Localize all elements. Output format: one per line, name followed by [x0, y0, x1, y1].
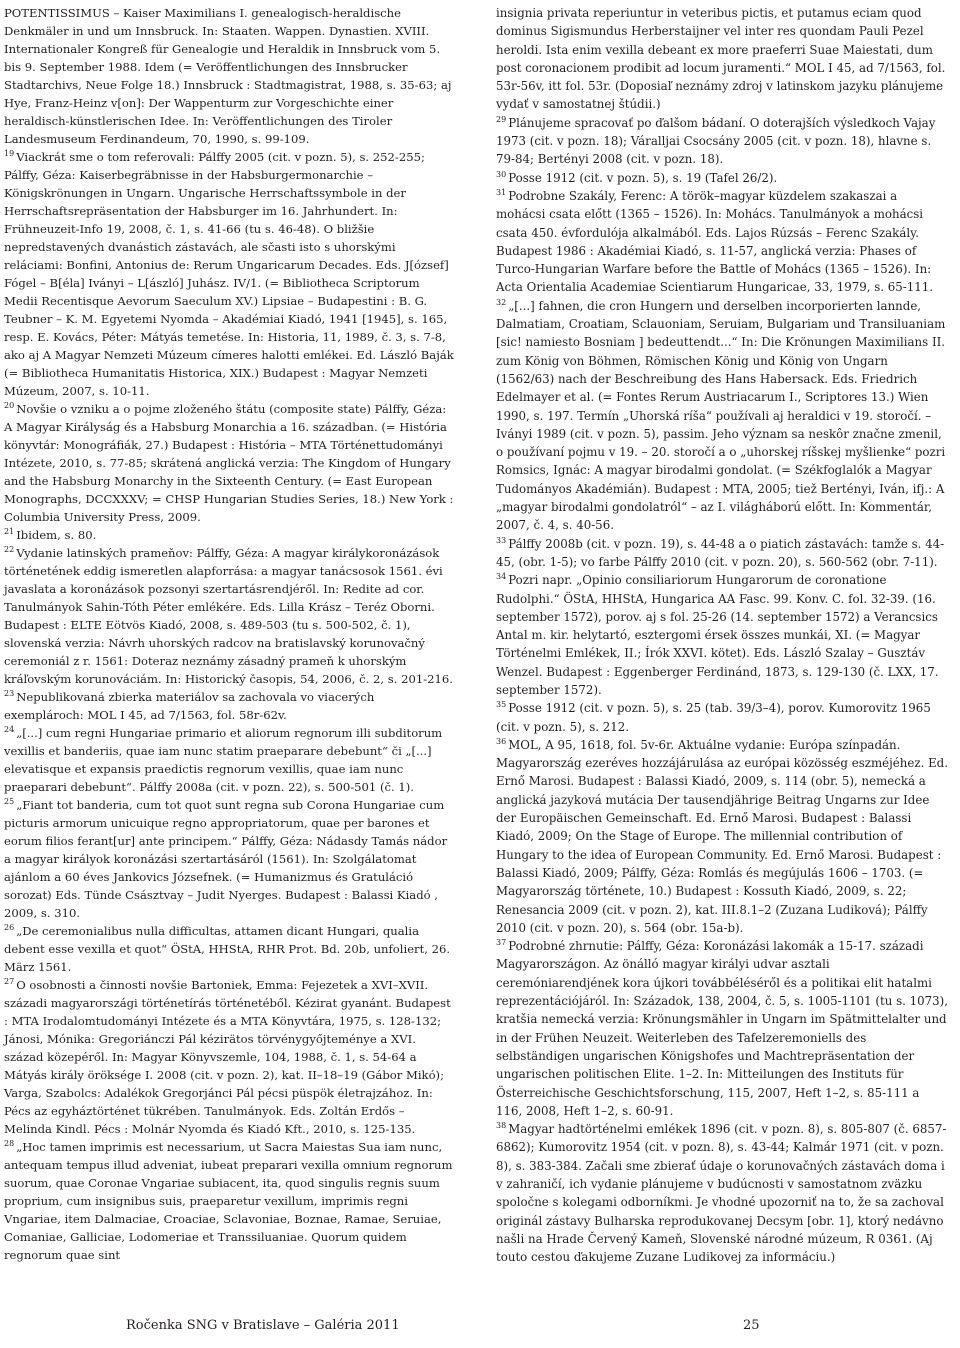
footnote-continuation [496, 4, 948, 114]
footnote-19 [4, 148, 456, 400]
footnote-36 [496, 736, 948, 937]
footnote-34 [496, 571, 948, 699]
footnote-text: Posse 1912 (cit. v pozn. 5), s. 25 (tab. 39/3–4), porov. Kumorovitz 1965 (cit. v pozn. 5), s. 212. [496, 701, 931, 734]
footnote-29 [496, 114, 948, 169]
footnote-text: Pozri napr. „Opinio consiliariorum Hungarorum de coronatione Rudolphi.“ ÖStA, HHStA, Hungarica AA Fasc. 99. Konv. C. fol. 32-39. (16. september 1572), porov. aj s fol. 25-26 (14. september 1572) a Verancsics Antal m. kir. helytartó, esztergomi érsek összes munkái, XI. (= Magyar Történelmi Emlékek, II.; Írók XXVI. kötet). Eds. László Szalay – Gusztáv Wenzel. Budapest : Eggenberger Ferdinánd, 1873, s. 129-130 (č. LXX, 17. september 1572). [496, 573, 939, 697]
footnote-27 [4, 976, 456, 1138]
footnote-text: Nepublikovaná zbierka materiálov sa zachovala vo viacerých exemplároch: MOL I 45, ad 7/1563, fol. 58r-62v. [4, 690, 375, 722]
footnote-text: Viackrát sme o tom referovali: Pálffy 2005 (cit. v pozn. 5), s. 252-255; Pálffy, Géza: Kaiserbegräbnisse in der Habsburgermonarchie – Königskrönungen in Ungarn. Ungarische Herrschaftssymbole in der Herrschaftsrepräsentation der Habsburger im 16. Jahrhundert. In: Frühneuzeit-Info 19, 2008, č. 1, s. 41-66 (tu s. 46-48). O bližšie nepredstavených dvanástich zástavách, ale sčasti isto s uhorskými reláciami: Bonfini, Antonius de: Rerum Ungaricarum Decades. Eds. J[ózsef] Fógel – B[éla] Iványi – L[ászló] Juhász. IV/1. (= Bibliotheca Scriptorum Medii Recentisque Aevorum Saeculum XV.) Lipsiae – Budapestini : B. G. Teubner – K. M. Egyetemi Nyomda – Akadémiai Kiadó, 1941 [1945], s. 165, resp. E. Kovács, Péter: Mátyás temetése. In: Historia, 11, 1989, č. 3, s. 7-8, ako aj A Magyar Nemzeti Múzeum címeres halotti emlékei. Ed. László Baják (= Bibliotheca Humanitatis Historica, XIX.) Budapest : Magyar Nemzeti Múzeum, 2007, s. 10-11. [4, 150, 454, 398]
footnote-text: Novšie o vzniku a o pojme zloženého štátu (composite state) Pálffy, Géza: A Magyar Királyság és a Habsburg Monarchia a 16. században. (= História könyvtár: Monográfiák, 27.) Budapest : História – MTA Történettudományi Intézete, 2010, s. 77-85; skrátená anglická verzia: The Kingdom of Hungary and the Habsburg Monarchy in the Sixteenth Century. (= East European Monographs, DCCXXXV; = CHSP Hungarian Studies Series, 18.) New York : Columbia University Press, 2009. [4, 402, 454, 524]
footnote-number: 31 [496, 188, 507, 198]
footnote-33 [496, 535, 948, 572]
footnote-text: Ibidem, s. 80. [16, 528, 97, 542]
page-number: 25 [743, 1318, 760, 1333]
footnote-22 [4, 544, 456, 688]
footnote-30 [496, 169, 948, 187]
footnote-text: „[...] cum regni Hungariae primario et aliorum regnorum illi subditorum vexillis et banderiis, quae iam nunc statim praeparare debebunt“ či „[...] elevatisque et expansis praedictis regnorum vexillis, quae iam nunc praeparari debebunt“. Pálffy 2008a (cit. v pozn. 22), s. 500-501 (č. 1). [4, 726, 443, 794]
footnote-number: 34 [496, 572, 507, 582]
footnote-38 [496, 1120, 948, 1266]
footnote-number: 26 [4, 923, 15, 933]
footnote-number: 33 [496, 535, 507, 545]
footnote-number: 30 [496, 169, 507, 179]
footnote-text: „De ceremonialibus nulla difficultas, attamen dicant Hungari, qualia debent esse vexilla et quot“ ÖStA, HHStA, RHR Prot. Bd. 20b, unfoliert, 26. März 1561. [4, 924, 451, 974]
footnote-number: 25 [4, 797, 15, 807]
footnote-text: Podrobne Szakály, Ferenc: A török–magyar küzdelem szakaszai a mohácsi csata előtt (1365 – 1526). In: Mohács. Tanulmányok a mohácsi csata 450. évfordulója alkalmából. Eds. Lajos Rúzsás – Ferenc Szakály. Budapest 1986 : Akadémiai Kiadó, s. 11-57, anglická verzia: Phases of Turco-Hungarian Warfare before the Battle of Mohács (1365 – 1526). In: Acta Orientalia Academiae Scientiarum Hungaricae, 33, 1979, s. 65-111. [496, 188, 934, 295]
footnote-text: POTENTISSIMUS – Kaiser Maximilians I. genealogisch-heraldische Denkmäler in und um Innsbruck. In: Staaten. Wappen. Dynastien. XVIII. Internationaler Kongreß für Genealogie und Heraldik in Innsbruck vom 5. bis 9. September 1988. Idem (= Veröffentlichungen des Innsbrucker Stadtarchivs, Neue Folge 18.) Innsbruck : Stadtmagistrat, 1988, s. 35-63; aj Hye, Franz-Heinz v[on]: Der Wappenturm zur Vorgeschichte einer heraldisch-künstlerischen Idee. In: Veröffentlichungen des Tiroler Landesmuseum Ferdinandeum, 70, 1990, s. 99-109. [4, 6, 452, 146]
footnote-21 [4, 526, 456, 544]
footnote-number: 36 [496, 736, 507, 746]
footnote-number: 38 [496, 1121, 507, 1131]
footnote-text: Magyar hadtörténelmi emlékek 1896 (cit. v pozn. 8), s. 805-807 (č. 6857-6862); Kumorovitz 1954 (cit. v pozn. 8), s. 43-44; Kalmár 1971 (cit. v pozn. 8), s. 383-384. Začali sme zbierať údaje o korunovačných zástavách doma i v zahraničí, ich vydanie plánujeme v budúcnosti v samostatnom zväzku spoločne s kolegami odborníkmi. Je vhodné upozorniť na to, že sa zachoval originál zástavy Bulharska reprodukovanej Decsym [obr. 1], ktorý nedávno našli na Hrade Červený Kameň, Slovenské národné múzeum, R 0361. (Aj touto cestou ďakujeme Zuzane Ludikovej za informáciu.) [496, 1122, 947, 1265]
footnote-number: 22 [4, 545, 15, 555]
footnote-number: 35 [496, 700, 507, 710]
footnote-text: „Fiant tot banderia, cum tot quot sunt regna sub Corona Hungariae cum picturis armorum unicuique regno appropriatorum, quae per barones et eorum filios ferant[ur] ante principem.“ Pálffy, Géza: Nádasdy Tamás nádor a magyar királyok koronázási szertartásáról (1561). In: Szolgálatomat ajánlom a 60 éves Jankovics Józsefnek. (= Humanizmus és Gratuláció sorozat) Eds. Tünde Császtvay – Judit Nyerges. Budapest : Balassi Kiadó , 2009, s. 310. [4, 798, 448, 920]
journal-footer: Ročenka SNG v Bratislave – Galéria 2011 [126, 1318, 400, 1333]
footnote-37 [496, 937, 948, 1120]
footnote-text: Vydanie latinských prameňov: Pálffy, Géza: A magyar királykoronázások történetének eddig ismeretlen alapforrása: a magyar tanácsosok 1561. évi javaslata a koronázások pozsonyi szertartásrendjéről. In: Redite ad cor. Tanulmányok Sahin-Tóth Péter emlékére. Eds. Lilla Krász – Teréz Oborni. Budapest : ELTE Eötvös Kiadó, 2008, s. 489-503 (tu s. 500-502, č. 1), slovenská verzia: Návrh uhorských radcov na bratislavský korunovačný ceremoniál z r. 1561: Doteraz neznámy zásadný prameň k uhorským kráľovským korunováciám. In: Historický časopis, 54, 2006, č. 2, s. 201-216. [4, 546, 453, 686]
footnote-text: O osobnosti a činnosti novšie Bartoniek, Emma: Fejezetek a XVI–XVII. századi magyarországi történetírás történetéből. Kézirat gyanánt. Budapest : MTA Irodalomtudományi Intézete és a MTA Könyvtára, 1975, s. 128-132; Jánosi, Mónika: Gregoriánczi Pál kézirätos törvénygyőjteménye a XVI. század közepéről. In: Magyar Könyvszemle, 104, 1988, č. 1, s. 54-64 a Mátyás király öröksége I. 2008 (cit. v pozn. 2), kat. II–18–19 (Gábor Mikó); Varga, Szabolcs: Adalékok Gregorjánci Pál pécsi püspök életrajzához. In: Pécs az egyháztörténet tükrében. Tanulmányok. Eds. Zoltán Erdős – Melinda Kindl. Pécs : Molnár Nyomda és Kiadó Kft., 2010, s. 125-135. [4, 978, 451, 1136]
footnote-23 [4, 688, 456, 724]
footnote-number: 29 [496, 114, 507, 124]
footnote-number: 20 [4, 401, 15, 411]
footnote-text: „Hoc tamen imprimis est necessarium, ut Sacra Maiestas Sua iam nunc, antequam tempus illud adveniat, iubeat preparari vexilla omnium regnorum suorum, quae Coronae Vngariae subiacent, ita, quod singulis regnis suum proprium, cum insignibus suis, praeparetur vexillum, imprimis regni Vngariae, item Dalmaciae, Croaciae, Sclavoniae, Boznae, Ramae, Seruiae, Comaniae, Galliciae, Lodomeriae et Transsiluaniae. Quorum quidem regnorum quae sint [4, 1140, 453, 1262]
footnote-26 [4, 922, 456, 976]
footnote-number: 27 [4, 977, 15, 987]
footnote-28 [4, 1138, 456, 1264]
footnote-25 [4, 796, 456, 922]
right-notes-column [496, 4, 948, 1266]
footnote-continuation [4, 4, 456, 148]
footnote-number: 28 [4, 1139, 15, 1149]
footnote-text: Podrobné zhrnutie: Pálffy, Géza: Koronázási lakomák a 15-17. századi Magyarországon. Az önálló magyar királyi udvar asztali ceremóniarendjének kora újkori továbbéléséről és a politikai elit hatalmi reprezentációjáról. In: Századok, 138, 2004, č. 5, s. 1005-1101 (tu s. 1073), kratšia nemecká verzia: Krönungsmähler in Ungarn im Spätmittelalter und in der Frühen Neuzeit. Weiterleben des Tafelzeremoniells des selbständigen ungarischen Königshofes und Machtrepräsentation der ungarischen politischen Elite. 1–2. In: Mitteilungen des Instituts für Österreichische Geschichtsforschung, 115, 2007, Heft 1–2, s. 85-111 a 116, 2008, Heft 1–2, s. 60-91. [496, 939, 949, 1118]
footnote-text: Posse 1912 (cit. v pozn. 5), s. 19 (Tafel 26/2). [508, 170, 778, 185]
footnote-number: 21 [4, 527, 15, 537]
left-notes-column [4, 4, 456, 1264]
footnote-35 [496, 699, 948, 736]
footnote-20 [4, 400, 456, 526]
footnote-number: 32 [496, 297, 507, 307]
footnote-31 [496, 187, 948, 297]
footnote-text: insignia privata reperiuntur in veteribus pictis, et putamus eciam quod dominus Sigismundus Herberstaijner vel inter res quondam Pauli Pezel heroldi. Ista enim vexilla debeant ex more praeferri Suae Maiestati, dum post coronacionem prodibit ad locum juramenti.“ MOL I 45, ad 7/1563, fol. 53r-56v, itt fol. 53r. (Doposiaľ neznámy zdroj v latinskom jazyku plánujeme vydať v samostatnej štúdii.) [496, 6, 946, 112]
footnote-text: Plánujeme spracovať po ďalšom bádaní. O doterajších výsledkoch Vajay 1973 (cit. v pozn. 18); Váralljai Csocsány 2005 (cit. v pozn. 18), hlavne s. 79-84; Bertényi 2008 (cit. v pozn. 18). [496, 115, 936, 167]
footnote-number: 37 [496, 938, 507, 948]
footnote-text: Pálffy 2008b (cit. v pozn. 19), s. 44-48 a o piatich zástavách: tamže s. 44-45, (obr. 1-5); vo farbe Pálffy 2010 (cit. v pozn. 20), s. 560-562 (obr. 7-11). [496, 536, 945, 569]
footnote-24 [4, 724, 456, 796]
footnote-number: 19 [4, 149, 15, 159]
footnote-number: 23 [4, 689, 15, 699]
footnote-number: 24 [4, 725, 15, 735]
footnote-text: MOL, A 95, 1618, fol. 5v-6r. Aktuálne vydanie: Európa színpadán. Magyarország ezeréves hozzájárulása az európai közösség eszméjéhez. Ed. Ernő Marosi. Budapest : Balassi Kiadó, 2009, s. 114 (obr. 5), nemecká a anglická jazyková mutácia Der tausendjährige Beitrag Ungarns zur Idee der Europäischen Gemeinschaft. Ed. Ernő Marosi. Budapest : Balassi Kiadó, 2009; On the Stage of Europe. The millennial contribution of Hungary to the idea of European Community. Ed. Ernő Marosi. Budapest : Balassi Kiadó, 2009; Pálffy, Géza: Romlás és megújulás 1606 – 1703. (= Magyarország története, 10.) Budapest : Kossuth Kiadó, 2009, s. 22; Renesancia 2009 (cit. v pozn. 2), kat. III.8.1–2 (Zuzana Ludiková); Pálffy 2010 (cit. v pozn. 20), s. 564 (obr. 15a-b). [496, 737, 948, 935]
footnote-text: „[...] fahnen, die cron Hungern und derselben incorporierten lannde, Dalmatiam, Croatiam, Sclauoniam, Seruiam, Bulgariam und Transiluaniam [sic! namiesto Bosniam ] bedeuttendt...“ In: Die Krönungen Maximilians II. zum König von Böhmen, Römischen König und König von Ungarn (1562/63) nach der Beschreibung des Hans Habersack. Eds. Friedrich Edelmayer et al. (= Fontes Rerum Austriacarum I., Scriptores 13.) Wien 1990, s. 197. Termín „Uhorská ríša“ používali aj heraldici v 19. storočí. – Iványi 1989 (cit. v pozn. 5), passim. Jeho význam sa neskôr značne zmenil, o používaní pojmu v 19. – 20. storočí a o „uhorskej ríšskej myšlienke“ pozri Romsics, Ignác: A magyar birodalmi gondolat. (= Székfoglalók a Magyar Tudományos Akadémián). Budapest : MTA, 2005; tiež Bertényi, Iván, ifj.: A „magyar birodalmi gondolatról“ – az I. világháború előtt. In: Kommentár, 2007, č. 4, s. 40-56. [496, 298, 946, 533]
footnote-32 [496, 297, 948, 535]
